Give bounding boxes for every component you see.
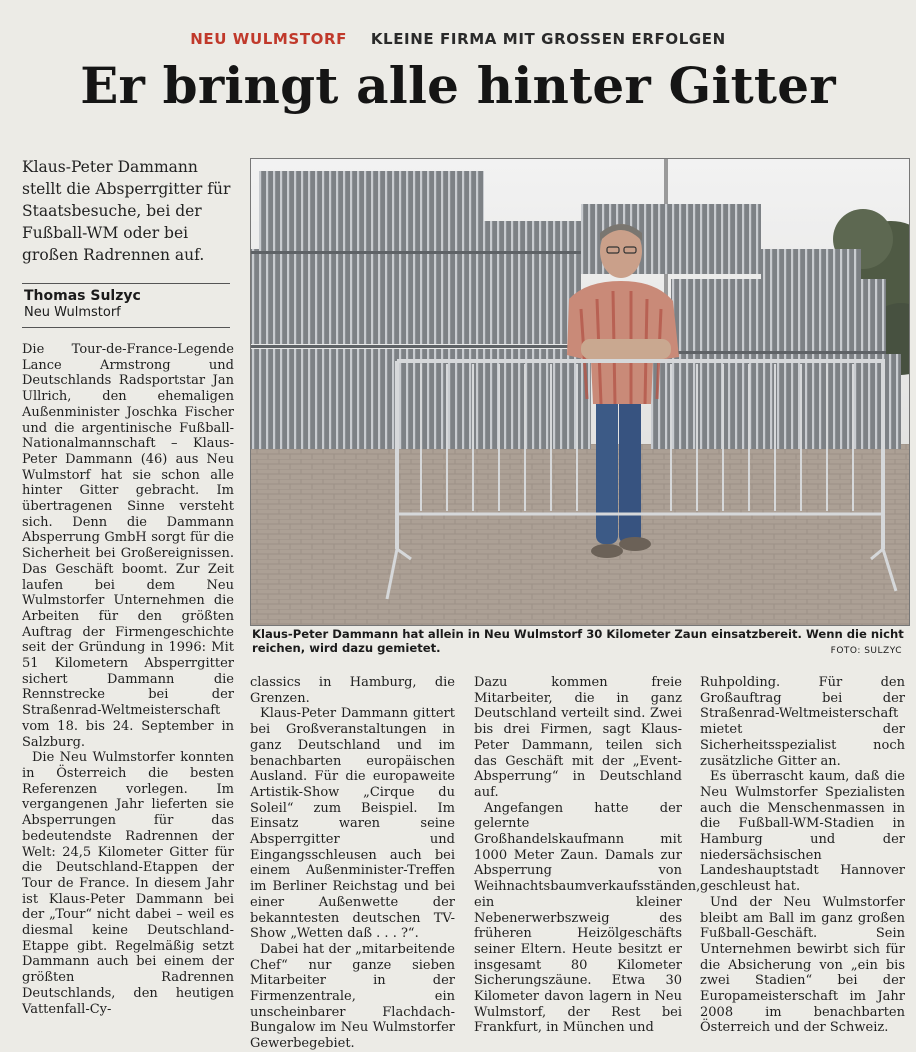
- kicker-place: NEU WULMSTORF: [190, 30, 347, 48]
- byline-location: Neu Wulmstorf: [24, 305, 121, 320]
- paragraph: classics in Hamburg, die Grenzen.: [250, 675, 455, 706]
- paragraph: Es überrascht kaum, daß die Neu Wulmstorfer Spezialisten auch die Menschenmassen in die Fußball-WM-Stadien in Hamburg und der niedersächsischen Landeshauptstadt Hannover geschleust hat.: [700, 769, 905, 895]
- byline-bottom-rule: [22, 327, 230, 328]
- article-column-3: [474, 675, 701, 1036]
- headline: Er bringt alle hinter Gitter: [80, 56, 836, 115]
- photo-caption: Klaus-Peter Dammann hat allein in Neu Wulmstorf 30 Kilometer Zaun einsatzbereit. Wenn die nicht reichen, wird dazu gemietet.: [252, 627, 904, 655]
- kicker-topic: KLEINE FIRMA MIT GROSSEN ERFOLGEN: [370, 30, 726, 48]
- paragraph: Die Neu Wulmstorfer konnten in Österreich die besten Referenzen vorlegen. Im vergangenen Jahr lieferten sie Absperrungen für das bedeutendste Radrennen der Welt: 24,5 Kilometer Gitter für die Deutschland-Etappen der Tour de France. In diesem Jahr ist Klaus-Peter Dammann bei der „Tour“ nicht dabei – weil es diesmal keine Deutschland-Etappe gibt. Regelmäßig setzt Dammann auch bei einem der größten Radrennen Deutschlands, den heutigen Vattenfall-Cy-: [22, 750, 234, 1017]
- photo-illustration: [251, 159, 909, 625]
- paragraph: Angefangen hatte der gelernte Großhandelskaufmann mit 1000 Meter Zaun. Damals zur Absperrung von Weihnachtsbaumverkaufsständen, ein kleiner Nebenerwerbszweig des früheren Heizölgeschäfts seiner Eltern. Heute besitzt er insgesamt 80 Kilometer Sicherungszäune. Etwa 30 Kilometer davon lagern in Neu Wulmstorf, der Rest bei Frankfurt, in München und: [474, 800, 701, 1036]
- byline-author: Thomas Sulzyc: [24, 288, 141, 304]
- photo-credit: FOTO: SULZYC: [830, 646, 902, 656]
- paragraph: Die Tour-de-France-Legende Lance Armstrong und Deutschlands Radsportstar Jan Ullrich, den ehemaligen Außenminister Joschka Fischer und die argentinische Fußball-Nationalmannschaft – Klaus-Peter Dammann (46) aus Neu Wulmstorf hat sie schon alle hinter Gitter gebracht. Im übertragenen Sinne versteht sich. Denn die Dammann Absperrung GmbH sorgt für die Sicherheit bei Großereignissen. Das Geschäft boomt. Zur Zeit laufen bei dem Neu Wulmstorfer Unternehmen die Arbeiten für den größten Auftrag der Firmengeschichte seit der Gründung in 1996: Mit 51 Kilometern Absperrgitter sichert Dammann die Rennstrecke bei der Straßenrad-Weltmeisterschaft vom 18. bis 24. September in Salzburg.: [22, 342, 234, 750]
- article-column-1: [22, 342, 234, 1017]
- lead-paragraph: Klaus-Peter Dammann stellt die Absperrgitter für Staatsbesuche, bei der Fußball-WM oder bei großen Radrennen auf.: [22, 158, 231, 264]
- article-column-2: [250, 675, 455, 1052]
- kicker: [0, 30, 916, 48]
- paragraph: Dazu kommen freie Mitarbeiter, die in ganz Deutschland verteilt sind. Zwei bis drei Firmen, sagt Klaus-Peter Dammann, teilen sich das Geschäft mit der „Event-Absperrung“ in Deutschland auf.: [474, 675, 682, 800]
- article-column-4: [700, 675, 905, 1036]
- article-photo: [250, 158, 910, 626]
- paragraph: Und der Neu Wulmstorfer bleibt am Ball im ganz großen Fußball-Geschäft. Sein Unternehmen bewirbt sich für die Absicherung von „ein bis zwei Stadien“ bei der Europameisterschaft im Jahr 2008 im benachbarten Österreich und der Schweiz.: [700, 894, 905, 1036]
- paragraph: Ruhpolding. Für den Großauftrag bei der Straßenrad-Weltmeisterschaft mietet der Sicherheitsspezialist noch zusätzliche Gitter an.: [700, 675, 905, 769]
- paragraph: Dabei hat der „mitarbeitende Chef“ nur ganze sieben Mitarbeiter in der Firmenzentrale, ein unscheinbarer Flachdach-Bungalow im Neu Wulmstorfer Gewerbegebiet.: [250, 941, 455, 1052]
- paragraph: Klaus-Peter Dammann gittert bei Großveranstaltungen in ganz Deutschland und im benachbarten europäischen Ausland. Für die europaweite Artistik-Show „Cirque du Soleil“ zum Beispiel. Im Einsatz waren seine Absperrgitter und Eingangsschleusen auch bei einem Außenminister-Treffen im Berliner Reichstag und bei einer Außenwette der bekanntesten deutschen TV-Show „Wetten daß . . . ?“.: [250, 706, 455, 942]
- byline-top-rule: [22, 283, 230, 284]
